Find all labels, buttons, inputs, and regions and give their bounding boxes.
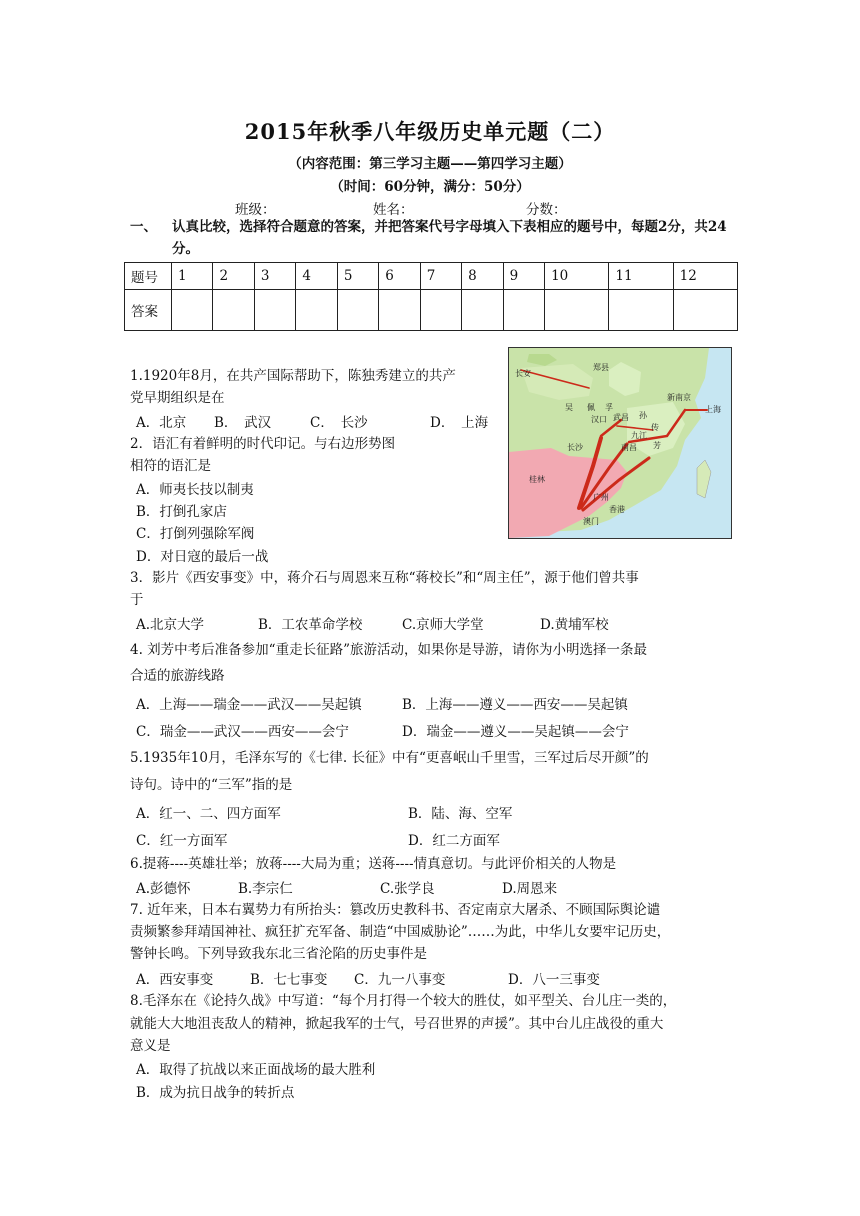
question-8-text: 就能大大地沮丧敌人的精神，掀起我军的士气，号召世界的声援”。其中台儿庄战役的重大 xyxy=(130,1016,664,1032)
option-b[interactable]: B．陆、海、空军 xyxy=(408,806,513,822)
question-7-text: 7. 近年来，日本右翼势力有所抬头：篡改历史教科书、否定南京大屠杀、不顾国际舆论谴 xyxy=(130,902,661,918)
question-8-text: 8.毛泽东在《论持久战》中写道：“每个月打得一个较大的胜仗，如平型关、台儿庄一类的， xyxy=(130,993,677,1009)
option-a[interactable]: A．西安事变 xyxy=(136,972,214,988)
map-label: 上海 xyxy=(705,405,721,414)
northern-expedition-map xyxy=(508,347,732,539)
option-a[interactable]: A．取得了抗战以来正面战场的最大胜利 xyxy=(136,1062,376,1078)
class-label: 班级： xyxy=(235,202,276,218)
map-label: 佩 xyxy=(587,403,595,412)
map-label: 传 xyxy=(651,423,659,432)
answer-cell[interactable] xyxy=(420,290,461,331)
question-number-cell: 11 xyxy=(609,263,673,290)
page-title: 2015年秋季八年级历史单元题（二） xyxy=(244,119,616,144)
answer-cell[interactable] xyxy=(503,290,544,331)
option-c[interactable]: C．打倒列强除军阀 xyxy=(136,526,255,542)
question-5-text: 诗句。诗中的“三军”指的是 xyxy=(130,777,293,793)
question-number-cell: 7 xyxy=(420,263,461,290)
question-number-cell: 6 xyxy=(379,263,420,290)
option-c[interactable]: C.京师大学堂 xyxy=(402,617,484,633)
answer-cell[interactable] xyxy=(213,290,254,331)
question-6-text: 6.提蒋----英雄壮举；放蒋----大局为重；送蒋----情真意切。与此评价相关的人物是 xyxy=(130,856,617,872)
option-a[interactable]: A．北京 xyxy=(136,415,187,431)
table-row xyxy=(125,290,738,331)
question-3-text: 于 xyxy=(130,592,144,608)
answer-cell[interactable] xyxy=(254,290,295,331)
question-number-cell: 3 xyxy=(254,263,295,290)
answer-cell[interactable] xyxy=(545,290,609,331)
answer-table xyxy=(124,262,738,331)
map-label: 孚 xyxy=(605,403,613,412)
map-label: 汉口 xyxy=(591,415,607,424)
map-label: 芳 xyxy=(653,441,661,450)
map-label: 郑县 xyxy=(593,363,609,372)
option-d[interactable]: D．红二方面军 xyxy=(408,833,500,849)
option-a[interactable]: A.彭德怀 xyxy=(136,881,191,897)
question-4-text: 合适的旅游线路 xyxy=(130,668,225,684)
option-b[interactable]: B．工农革命学校 xyxy=(258,617,363,633)
score-label: 分数： xyxy=(526,202,567,218)
map-label: 武昌 xyxy=(613,413,629,422)
option-c[interactable]: C．九一八事变 xyxy=(354,972,446,988)
question-number-cell: 12 xyxy=(673,263,737,290)
map-label: 香港 xyxy=(609,505,625,514)
option-d[interactable]: D.黄埔军校 xyxy=(540,617,609,633)
option-c[interactable]: C．瑞金——武汉——西安——会宁 xyxy=(136,724,349,740)
option-d[interactable]: D． 上海 xyxy=(430,415,489,431)
question-number-cell: 2 xyxy=(213,263,254,290)
option-d[interactable]: D．八一三事变 xyxy=(508,972,600,988)
question-number-cell: 8 xyxy=(462,263,503,290)
answer-cell[interactable] xyxy=(379,290,420,331)
map-label: 新南京 xyxy=(667,393,691,402)
map-label: 长安 xyxy=(515,369,531,378)
row-header: 题号 xyxy=(125,263,172,290)
answer-cell[interactable] xyxy=(296,290,337,331)
map-label: 孙 xyxy=(639,411,647,420)
option-b[interactable]: B． 武汉 xyxy=(214,415,272,431)
map-label: 吴 xyxy=(565,403,573,412)
option-c[interactable]: C.张学良 xyxy=(380,881,435,897)
answer-cell[interactable] xyxy=(673,290,737,331)
map-label: 长沙 xyxy=(567,443,583,452)
option-b[interactable]: B.李宗仁 xyxy=(238,881,293,897)
map-label: 九江 xyxy=(631,431,647,440)
answer-cell[interactable] xyxy=(337,290,378,331)
question-2-text: 2．语汇有着鲜明的时代印记。与右边形势图 xyxy=(130,436,396,452)
question-number-cell: 4 xyxy=(296,263,337,290)
option-d[interactable]: D.周恩来 xyxy=(502,881,558,897)
option-a[interactable]: A．师夷长技以制夷 xyxy=(136,482,254,498)
question-number-cell: 5 xyxy=(337,263,378,290)
question-number-cell: 10 xyxy=(545,263,609,290)
option-d[interactable]: D．瑞金——遵义——吴起镇——会宁 xyxy=(402,724,629,740)
time-and-score: （时间：60分钟，满分：50分） xyxy=(330,179,530,195)
section-text: 认真比较，选择符合题意的答案，并把答案代号字母填入下表相应的题号中，每题2分，共24分。 xyxy=(172,219,727,257)
question-8-text: 意义是 xyxy=(130,1038,171,1054)
map-label: 南昌 xyxy=(621,443,637,452)
option-b[interactable]: B．成为抗日战争的转折点 xyxy=(136,1085,295,1101)
option-d[interactable]: D．对日寇的最后一战 xyxy=(136,549,269,565)
question-4-text: 4. 刘芳中考后准备参加“重走长征路”旅游活动，如果你是导游，请你为小明选择一条最 xyxy=(130,642,647,658)
option-b[interactable]: B．上海——遵义——西安——吴起镇 xyxy=(402,697,628,713)
map-label: 澳门 xyxy=(583,517,599,526)
section-1-instruction xyxy=(130,216,740,262)
table-row xyxy=(125,263,738,290)
answer-cell[interactable] xyxy=(172,290,213,331)
question-1-text: 党早期组织是在 xyxy=(130,390,225,406)
question-7-text: 责频繁参拜靖国神社、疯狂扩充军备、制造“中国威胁论”……为此，中华儿女要牢记历史， xyxy=(130,924,671,940)
answer-cell[interactable] xyxy=(609,290,673,331)
option-b[interactable]: B．七七事变 xyxy=(250,972,328,988)
option-c[interactable]: C． 长沙 xyxy=(310,415,368,431)
question-7-text: 警钟长鸣。下列导致我东北三省沦陷的历史事件是 xyxy=(130,946,427,962)
question-number-cell: 1 xyxy=(172,263,213,290)
option-a[interactable]: A．红一、二、四方面军 xyxy=(136,806,281,822)
option-b[interactable]: B．打倒孔家店 xyxy=(136,504,227,520)
option-a[interactable]: A．上海——瑞金——武汉——吴起镇 xyxy=(136,697,362,713)
question-1-text: 1.1920年8月，在共产国际帮助下，陈独秀建立的共产 xyxy=(130,368,456,384)
option-a[interactable]: A.北京大学 xyxy=(136,617,205,633)
question-3-text: 3．影片《西安事变》中，蒋介石与周恩来互称“蒋校长”和“周主任”，源于他们曾共事 xyxy=(130,570,639,586)
content-scope: （内容范围：第三学习主题——第四学习主题） xyxy=(288,156,572,172)
question-number-cell: 9 xyxy=(503,263,544,290)
option-c[interactable]: C．红一方面军 xyxy=(136,833,228,849)
section-number: 一、 xyxy=(130,219,157,235)
question-2-text: 相符的语汇是 xyxy=(130,458,211,474)
name-label: 姓名： xyxy=(373,202,414,218)
question-5-text: 5.1935年10月，毛泽东写的《七律. 长征》中有“更喜岷山千里雪，三军过后尽开颜”的 xyxy=(130,750,649,766)
row-header: 答案 xyxy=(125,290,172,331)
map-label: 桂林 xyxy=(529,475,545,484)
map-label: 广州 xyxy=(593,493,609,502)
answer-cell[interactable] xyxy=(462,290,503,331)
